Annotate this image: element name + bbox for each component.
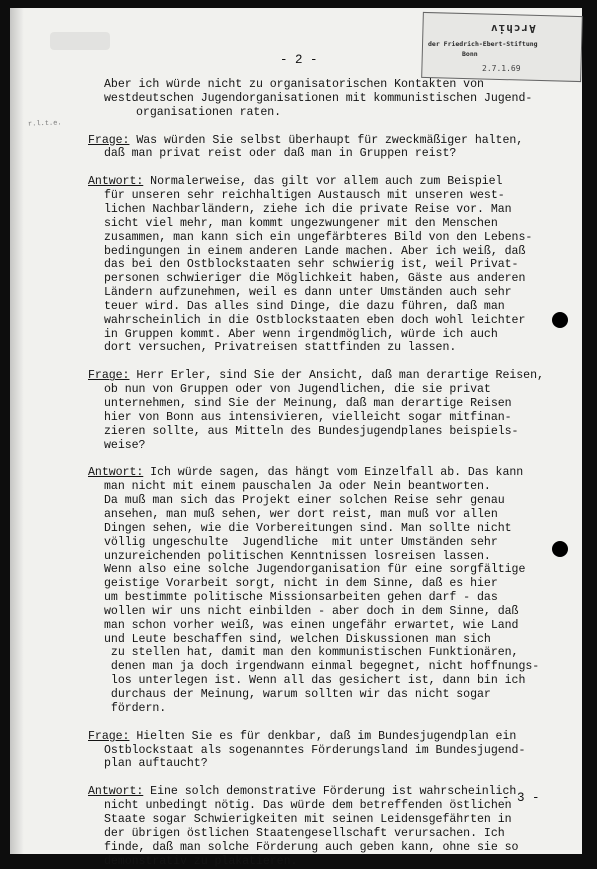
question-label: Frage: bbox=[88, 369, 130, 383]
body-line: fördern. bbox=[104, 701, 167, 715]
body-line: dort versuchen, Privatreisen stattfinden zu lassen. bbox=[104, 341, 457, 355]
archive-stamp bbox=[422, 14, 582, 80]
body-line: das bei den Ostblockstaaten sehr schwierig ist, weil Privat- bbox=[104, 258, 519, 272]
body-line: für unseren sehr reichhaltigen Austausch mit unseren west- bbox=[104, 189, 505, 203]
question-first-line bbox=[88, 730, 516, 744]
body-line: finde, daß man solche Förderung auch geben kann, ohne sie so bbox=[104, 840, 519, 854]
body-line: demonstrativ zu plakatieren. bbox=[104, 854, 298, 868]
question-first-line bbox=[88, 369, 544, 383]
body-line: plan auftaucht? bbox=[104, 757, 208, 771]
body-line: unternehmen, sind Sie der Meinung, daß man derartige Reisen bbox=[104, 397, 512, 410]
body-text: Herr Erler, sind Sie der Ansicht, daß man derartige Reisen, bbox=[129, 369, 544, 383]
body-line: um bestimmte politische Missionsarbeiten gehen darf - das bbox=[104, 591, 498, 605]
question-label: Frage: bbox=[88, 729, 130, 743]
document-page bbox=[10, 8, 582, 868]
answer-label: Antwort: bbox=[88, 466, 144, 480]
body-line: nicht unbedingt nötig. Das würde dem betreffenden östlichen bbox=[104, 799, 512, 813]
body-line: bedingungen in einem anderen Lande machen. Aber ich weiß, daß bbox=[104, 244, 526, 258]
body-line: daß man privat reist oder daß man in Gruppen reist? bbox=[104, 147, 457, 161]
body-line: zu stellen hat, damit man den kommunistischen Funktionären, bbox=[104, 646, 519, 660]
question-first-line bbox=[88, 134, 523, 148]
question-label: Frage: bbox=[88, 133, 130, 147]
body-line: teuer wird. Das alles sind Dinge, die dazu führen, daß man bbox=[104, 299, 505, 313]
body-text: Ich würde sagen, das hängt vom Einzelfall ab. Das kann bbox=[143, 466, 524, 480]
punch-hole-upper bbox=[552, 312, 568, 328]
margin-note: r.l.t.e. bbox=[27, 119, 62, 129]
body-line: zieren sollte, aus Mitteln des Bundesjugendplanes beispiels- bbox=[104, 424, 519, 438]
stamp-line-2: Bonn bbox=[462, 50, 478, 58]
body-line: durchaus der Meinung, warum sollten wir das nicht sogar bbox=[104, 688, 491, 701]
body-line: ob nun von Gruppen oder von Jugendlichen, die sie privat bbox=[104, 383, 491, 397]
body-line: Aber ich würde nicht zu organisatorischen Kontakten von bbox=[104, 78, 484, 91]
body-line: sicht viel mehr, man kommt ungezwungener mit den Menschen bbox=[104, 216, 498, 230]
body-line: Ostblockstaat als sogenanntes Förderungsland im Bundesjugend- bbox=[104, 743, 526, 757]
body-line: zusammen, man kann sich ein ungefärbteres Bild von den Lebens- bbox=[104, 230, 533, 244]
scan-smudge bbox=[50, 32, 110, 50]
body-line: denen man ja doch irgendwann einmal begegnet, nicht hoffnungs- bbox=[104, 660, 540, 674]
body-line: Ländern aufzunehmen, weil es dann unter Umständen auch sehr bbox=[104, 286, 512, 300]
answer-label: Antwort: bbox=[88, 175, 144, 189]
stamp-archive-word: Archiv bbox=[490, 22, 536, 35]
body-line: weise? bbox=[104, 438, 146, 452]
body-line: unzureichenden politischen Kenntnissen losreisen lassen. bbox=[104, 549, 491, 563]
body-line: Da muß man sich das Projekt einer solchen Reise sehr genau bbox=[104, 494, 505, 508]
body-line: ansehen, man muß sehen, wer dort reist, man muß vor allen bbox=[104, 507, 498, 521]
page-number: - 2 - bbox=[280, 53, 318, 67]
body-line: geistige Vorarbeit sorgt, nicht in dem Sinne, daß es hier bbox=[104, 577, 498, 591]
body-text: Was würden Sie selbst überhaupt für zweckmäßiger halten, bbox=[129, 133, 524, 147]
body-line: personen schwieriger die Möglichkeit haben, Gäste aus anderen bbox=[104, 272, 526, 286]
body-text: Normalerweise, das gilt vor allem auch zum Beispiel bbox=[143, 175, 503, 189]
body-text: Hielten Sie es für denkbar, daß im Bundesjugendplan ein bbox=[129, 729, 517, 743]
body-line: westdeutschen Jugendorganisationen mit kommunistischen Jugend- bbox=[104, 91, 533, 105]
body-line: der übrigen östlichen Staatengesellschaft verursachen. Ich bbox=[104, 826, 505, 840]
body-line: lichen Nachbarländern, ziehe ich die private Reise vor. Man bbox=[104, 202, 512, 216]
answer-label: Antwort: bbox=[88, 785, 144, 799]
answer-first-line bbox=[88, 785, 516, 799]
punch-hole-lower bbox=[552, 541, 568, 557]
stamp-line-1: der Friedrich-Ebert-Stiftung bbox=[428, 40, 538, 48]
body-line: völlig ungeschulte Jugendliche mit unter Umständen sehr bbox=[104, 535, 498, 549]
answer-first-line bbox=[88, 466, 523, 480]
body-line: und Leute beschaffen sind, welchen Diskussionen man sich bbox=[104, 632, 491, 646]
body-line: wahrscheinlich in die Ostblockstaaten eben doch wohl leichter bbox=[104, 313, 526, 327]
body-line: Staate sogar Schwierigkeiten mit seinen Leidensgefährten in bbox=[104, 812, 512, 826]
body-line: man schon vorher weiß, was einen ungefähr erwartet, wie Land bbox=[104, 618, 519, 632]
body-text: Eine solch demonstrative Förderung ist wahrscheinlich bbox=[143, 785, 517, 799]
body-line: Wenn also eine solche Jugendorganisation für eine sorgfältige bbox=[104, 563, 526, 577]
body-line: wollen wir uns nicht einbilden - aber doch in dem Sinne, daß bbox=[104, 604, 519, 618]
next-page-marker: - 3 - bbox=[502, 791, 540, 805]
answer-first-line bbox=[88, 175, 502, 189]
body-line: in Gruppen kommt. Aber wenn irgendmöglich, würde ich auch bbox=[104, 327, 498, 341]
scan-edge-shadow bbox=[10, 8, 24, 854]
body-line: hier von Bonn aus intensivieren, vielleicht sogar mitfinan- bbox=[104, 410, 512, 424]
body-line: man nicht mit einem pauschalen Ja oder Nein beantworten. bbox=[104, 480, 491, 494]
body-line: organisationen raten. bbox=[136, 105, 282, 119]
body-line: Dingen sehen, wie die Vorbereitungen sind. Man sollte nicht bbox=[104, 521, 512, 535]
stamp-date: 2.7.1.69 bbox=[482, 64, 521, 73]
body-line: los unterlegen ist. Wenn all das gesichert ist, dann bin ich bbox=[104, 674, 526, 688]
